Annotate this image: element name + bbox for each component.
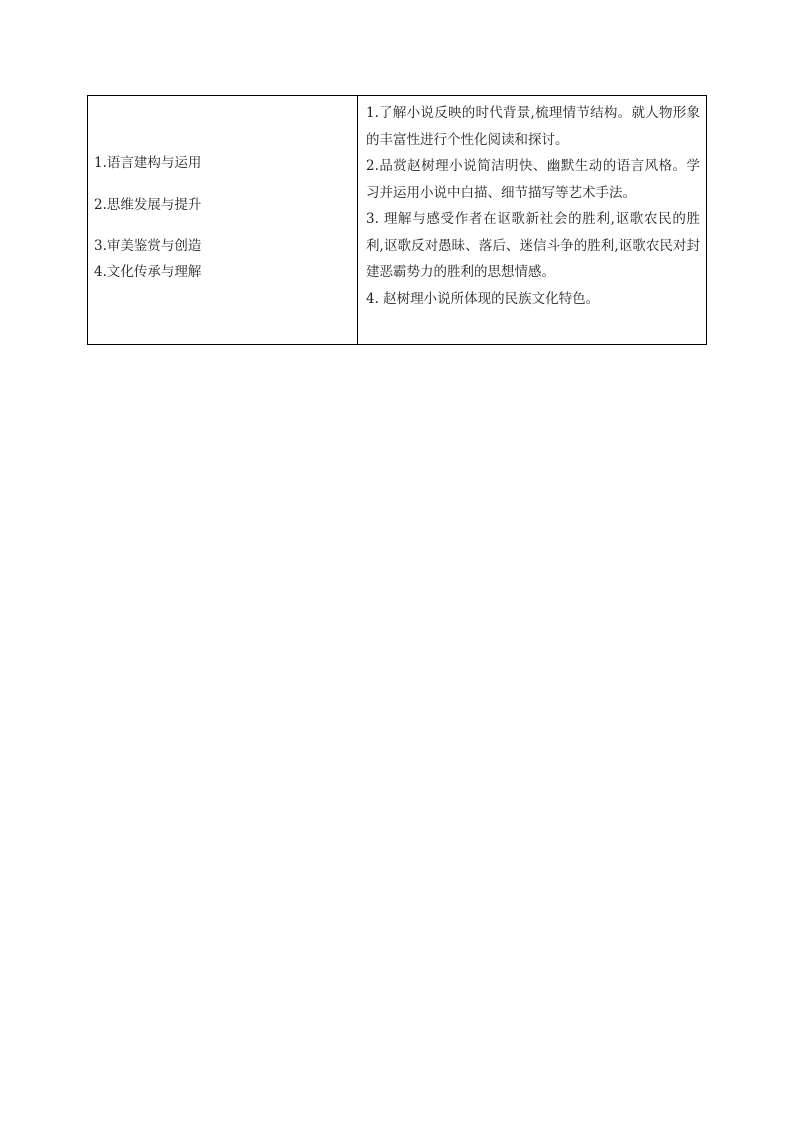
literacy-item: 4.文化传承与理解 xyxy=(94,264,202,280)
objective-item: 4. 赵树理小说所体现的民族文化特色。 xyxy=(366,290,600,307)
literacy-item: 1.语言建构与运用 xyxy=(94,155,202,171)
literacy-item: 3.审美鉴赏与创造 xyxy=(94,238,202,254)
objective-item: 1.了解小说反映的时代背景,梳理情节结构。就人物形象的丰富性进行个性化阅读和探讨。 xyxy=(366,105,700,148)
objectives-table xyxy=(87,95,707,345)
core-literacy-cell xyxy=(88,96,358,344)
teaching-objectives-cell xyxy=(358,96,706,344)
objective-item: 3. 理解与感受作者在讴歌新社会的胜利,讴歌农民的胜利,讴歌反对愚昧、落后、迷信斗争的胜利,讴歌农民对封建恶霸势力的胜利的思想情感。 xyxy=(366,211,700,280)
literacy-item: 2.思维发展与提升 xyxy=(94,197,202,213)
objective-item: 2.品赏赵树理小说简洁明快、幽默生动的语言风格。学习并运用小说中白描、细节描写等艺术手法。 xyxy=(366,158,700,201)
